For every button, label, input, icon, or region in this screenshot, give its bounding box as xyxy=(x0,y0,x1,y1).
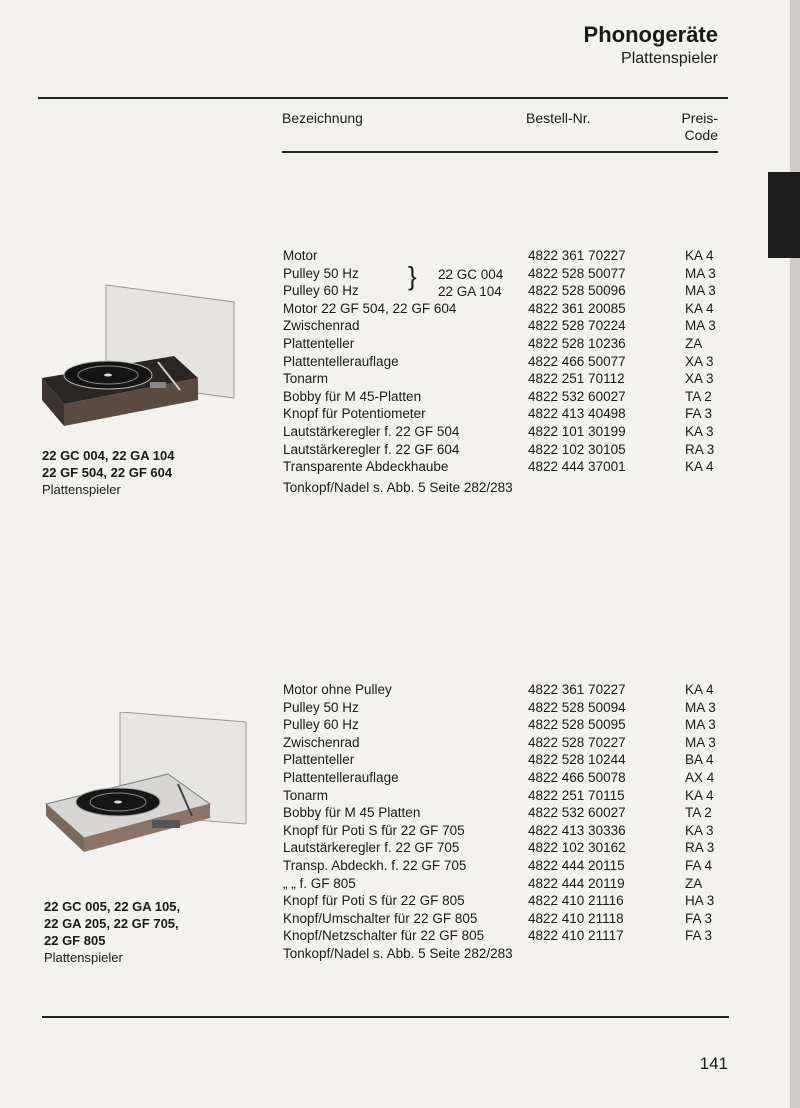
price-code: ZA xyxy=(685,875,703,891)
turntable-image-1 xyxy=(38,280,238,430)
price-code: MA 3 xyxy=(685,717,716,733)
price-code: KA 4 xyxy=(685,300,714,316)
turntable-image-2 xyxy=(40,712,250,872)
order-number: 4822 251 70115 xyxy=(528,787,625,803)
section1-models-line-2: 22 GF 504, 22 GF 604 xyxy=(42,465,173,480)
part-name: Knopf für Poti S für 22 GF 705 xyxy=(283,822,465,838)
brace-symbol: } xyxy=(408,261,417,291)
top-rule xyxy=(38,97,728,99)
part-name: Plattenteller xyxy=(283,752,355,768)
section1-models-line-1: 22 GC 004, 22 GA 104 xyxy=(42,448,175,463)
part-name: Knopf für Poti S für 22 GF 805 xyxy=(283,893,465,909)
price-code: FA 3 xyxy=(685,406,713,422)
section2-type: Plattenspieler xyxy=(44,950,123,965)
part-name: Pulley 60 Hz xyxy=(283,717,359,733)
price-code: HA 3 xyxy=(685,893,715,909)
part-name: Zwischenrad xyxy=(283,734,360,750)
brace-label-2: 22 GA 104 xyxy=(438,284,502,299)
part-name: Knopf/Umschalter für 22 GF 805 xyxy=(283,910,478,926)
order-number: 4822 251 70112 xyxy=(528,371,625,387)
order-number: 4822 413 40498 xyxy=(528,406,626,422)
part-name: Pulley 50 Hz xyxy=(283,699,359,715)
price-code: MA 3 xyxy=(685,699,716,715)
order-number: 4822 101 30199 xyxy=(528,424,626,439)
section2-models-line-2: 22 GA 205, 22 GF 705, xyxy=(44,916,179,931)
order-number: 4822 413 30336 xyxy=(528,822,626,838)
part-name: „ „ f. GF 805 xyxy=(283,875,356,891)
order-number: 4822 532 60027 xyxy=(528,805,626,821)
price-code: RA 3 xyxy=(685,441,715,457)
price-code: TA 2 xyxy=(685,388,712,404)
order-number: 4822 528 10244 xyxy=(528,752,626,768)
price-code: KA 3 xyxy=(685,822,714,838)
part-name: Lautstärkeregler f. 22 GF 604 xyxy=(283,441,460,457)
order-number: 4822 410 21117 xyxy=(528,928,624,944)
part-name: Transparente Abdeckhaube xyxy=(283,459,449,475)
part-name: Plattentellerauflage xyxy=(283,770,399,785)
price-code: ZA xyxy=(685,336,703,351)
price-header-line-1: Preis- xyxy=(681,110,718,126)
section1-note: Tonkopf/Nadel s. Abb. 5 Seite 282/283 xyxy=(283,480,513,495)
header-rule xyxy=(282,151,718,153)
price-code: KA 4 xyxy=(685,459,714,475)
column-header-price-code xyxy=(681,110,718,144)
price-code: FA 3 xyxy=(685,910,713,926)
order-number: 4822 361 70227 xyxy=(528,682,626,697)
price-code: BA 4 xyxy=(685,752,714,768)
order-number: 4822 528 50094 xyxy=(528,699,626,715)
order-number: 4822 361 20085 xyxy=(528,300,626,316)
order-number: 4822 444 37001 xyxy=(528,459,626,475)
bottom-rule xyxy=(42,1016,729,1018)
section1-type: Plattenspieler xyxy=(42,482,121,497)
order-number: 4822 466 50077 xyxy=(528,353,626,369)
part-name: Zwischenrad xyxy=(283,318,360,334)
order-number: 4822 410 21118 xyxy=(528,910,624,926)
part-name: Knopf/Netzschalter für 22 GF 805 xyxy=(283,928,485,944)
price-code: MA 3 xyxy=(685,734,716,750)
section-tab-marker xyxy=(768,172,800,258)
part-name: Lautstärkeregler f. 22 GF 504 xyxy=(283,424,460,439)
order-number: 4822 528 50095 xyxy=(528,717,626,733)
part-name: Pulley 50 Hz xyxy=(283,265,359,281)
brace-label-1: 22 GC 004 xyxy=(438,267,504,282)
order-number: 4822 444 20115 xyxy=(528,858,625,873)
page-number: 141 xyxy=(699,1054,728,1073)
price-code: KA 4 xyxy=(685,248,714,263)
part-name: Motor ohne Pulley xyxy=(283,682,392,697)
part-name: Tonarm xyxy=(283,371,329,387)
section1-caption xyxy=(42,447,175,498)
price-code: KA 3 xyxy=(685,424,714,439)
part-name: Bobby für M 45-Platten xyxy=(283,388,422,404)
price-code: MA 3 xyxy=(685,265,716,281)
price-code: FA 3 xyxy=(685,928,713,944)
order-number: 4822 528 50096 xyxy=(528,283,626,299)
part-name: Transp. Abdeckh. f. 22 GF 705 xyxy=(283,858,467,873)
order-number: 4822 528 10236 xyxy=(528,336,626,351)
section2-models-line-3: 22 GF 805 xyxy=(44,933,106,948)
page-subtitle: Plattenspieler xyxy=(621,50,718,67)
part-name: Bobby für M 45 Platten xyxy=(283,805,421,821)
price-code: FA 4 xyxy=(685,858,713,873)
price-header-line-2: Code xyxy=(684,127,718,143)
price-code: KA 4 xyxy=(685,787,714,803)
order-number: 4822 444 20119 xyxy=(528,875,625,891)
order-number: 4822 532 60027 xyxy=(528,388,626,404)
order-number: 4822 361 70227 xyxy=(528,248,626,263)
section2-models-line-1: 22 GC 005, 22 GA 105, xyxy=(44,899,181,914)
order-number: 4822 528 70224 xyxy=(528,318,626,334)
order-number: 4822 410 21116 xyxy=(528,893,624,909)
section2-caption xyxy=(44,898,180,966)
price-code: MA 3 xyxy=(685,283,716,299)
order-number: 4822 102 30162 xyxy=(528,840,626,856)
part-name: Pulley 60 Hz xyxy=(283,283,359,299)
part-name: Knopf für Potentiometer xyxy=(283,406,426,422)
part-name: Lautstärkeregler f. 22 GF 705 xyxy=(283,840,460,856)
part-name: Tonarm xyxy=(283,787,329,803)
part-name: Motor 22 GF 504, 22 GF 604 xyxy=(283,300,457,316)
price-code: TA 2 xyxy=(685,805,712,821)
order-number: 4822 102 30105 xyxy=(528,441,626,457)
page-edge xyxy=(790,0,800,1108)
order-number: 4822 466 50078 xyxy=(528,770,626,785)
price-code: AX 4 xyxy=(685,770,715,785)
column-header-order-no: Bestell-Nr. xyxy=(526,110,591,126)
order-number: 4822 528 50077 xyxy=(528,265,626,281)
price-code: RA 3 xyxy=(685,840,715,856)
order-number: 4822 528 70227 xyxy=(528,734,626,750)
price-code: KA 4 xyxy=(685,682,714,697)
section2-note: Tonkopf/Nadel s. Abb. 5 Seite 282/283 xyxy=(283,946,513,961)
part-name: Motor xyxy=(283,248,318,263)
page-title: Phonogeräte xyxy=(583,22,718,47)
price-code: XA 3 xyxy=(685,353,714,369)
price-code: XA 3 xyxy=(685,371,714,387)
part-name: Plattentellerauflage xyxy=(283,353,399,369)
price-code: MA 3 xyxy=(685,318,716,334)
column-header-name: Bezeichnung xyxy=(282,110,363,126)
part-name: Plattenteller xyxy=(283,336,355,351)
